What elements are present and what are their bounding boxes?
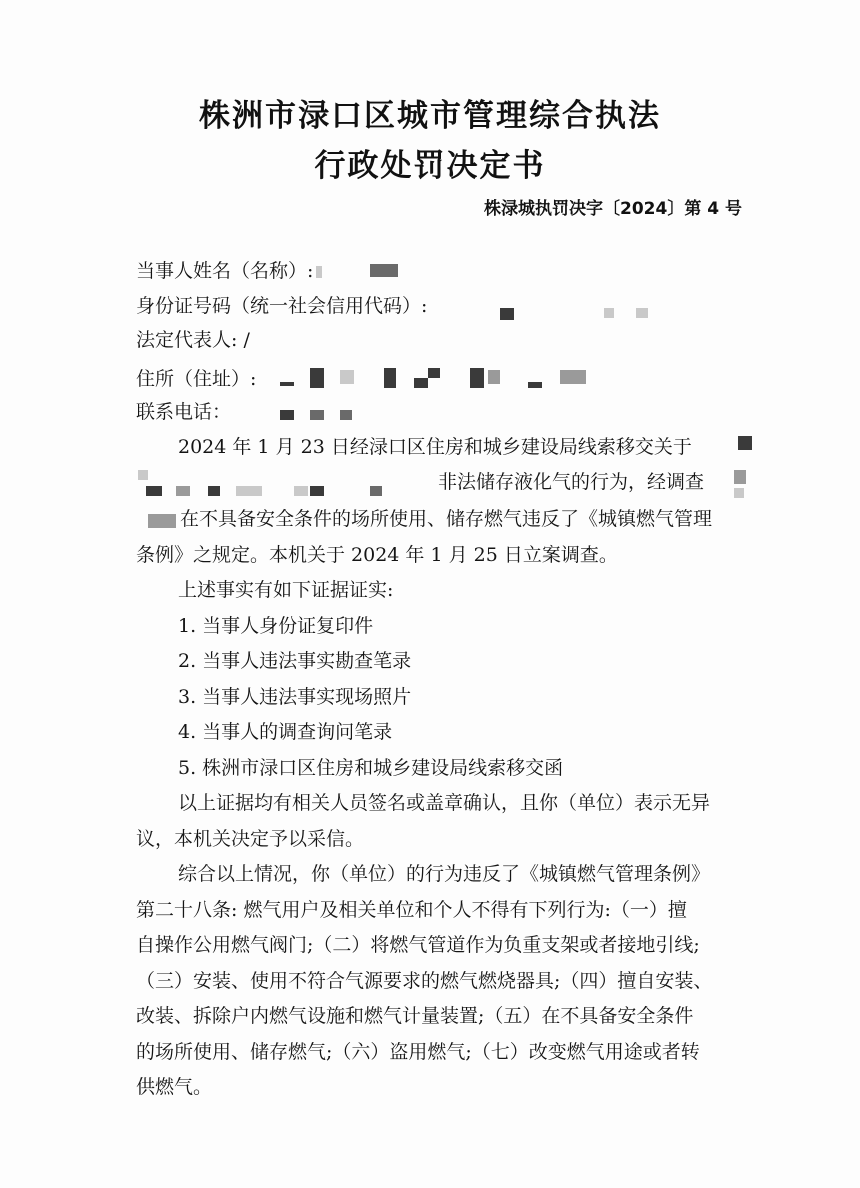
redaction-mark bbox=[146, 486, 162, 496]
redaction-mark bbox=[560, 370, 586, 384]
redaction-mark bbox=[414, 378, 428, 388]
redaction-mark bbox=[316, 266, 322, 278]
paragraph-line: 综合以上情况，你（单位）的行为违反了《城镇燃气管理条例》 bbox=[178, 863, 711, 885]
evidence-item: 1. 当事人身份证复印件 bbox=[178, 615, 374, 637]
party-id-label: 身份证号码（统一社会信用代码）: bbox=[136, 295, 428, 317]
redaction-mark bbox=[488, 370, 500, 384]
paragraph-line: 供燃气。 bbox=[136, 1076, 213, 1098]
redaction-mark bbox=[340, 370, 354, 384]
redaction-mark bbox=[500, 308, 514, 320]
evidence-item: 3. 当事人违法事实现场照片 bbox=[178, 686, 412, 708]
address-label: 住所（住址）: bbox=[136, 368, 257, 390]
paragraph-line: （三）安装、使用不符合气源要求的燃气燃烧器具;（四）擅自安装、 bbox=[136, 970, 713, 992]
paragraph-line: 在不具备安全条件的场所使用、储存燃气违反了《城镇燃气管理 bbox=[180, 508, 713, 530]
redaction-mark bbox=[528, 382, 542, 388]
paragraph-line: 以上证据均有相关人员签名或盖章确认，且你（单位）表示无异 bbox=[178, 792, 711, 814]
paragraph-line: 第二十八条: 燃气用户及相关单位和个人不得有下列行为:（一）擅 bbox=[136, 899, 687, 921]
paragraph-line: 条例》之规定。本机关于 2024 年 1 月 25 日立案调查。 bbox=[136, 544, 618, 566]
redaction-mark bbox=[734, 470, 746, 484]
party-name-label: 当事人姓名（名称）: bbox=[136, 260, 314, 282]
redaction-mark bbox=[148, 514, 176, 528]
document-title-line1: 株洲市渌口区城市管理综合执法 bbox=[199, 98, 661, 134]
redaction-mark bbox=[280, 410, 294, 420]
redaction-mark bbox=[340, 410, 352, 420]
redaction-mark bbox=[310, 410, 324, 420]
redaction-mark bbox=[310, 486, 324, 496]
redaction-mark bbox=[738, 436, 752, 450]
evidence-item: 5. 株洲市渌口区住房和城乡建设局线索移交函 bbox=[178, 757, 564, 779]
paragraph-line: 2024 年 1 月 23 日经渌口区住房和城乡建设局线索移交关于 bbox=[178, 436, 692, 458]
legal-rep-label: 法定代表人: / bbox=[136, 329, 250, 351]
evidence-item: 2. 当事人违法事实勘查笔录 bbox=[178, 650, 412, 672]
paragraph-line: 自操作公用燃气阀门;（二）将燃气管道作为负重支架或者接地引线; bbox=[136, 934, 700, 956]
redaction-mark bbox=[428, 368, 440, 378]
redaction-mark bbox=[280, 382, 294, 386]
redaction-mark bbox=[370, 486, 382, 496]
paragraph-line: 议，本机关决定予以采信。 bbox=[136, 828, 365, 850]
redaction-mark bbox=[470, 368, 484, 388]
document-number: 株渌城执罚决字〔2024〕第 4 号 bbox=[484, 199, 742, 219]
paragraph-line: 非法储存液化气的行为，经调查 bbox=[438, 471, 705, 493]
redaction-mark bbox=[370, 264, 398, 277]
redaction-mark bbox=[604, 308, 614, 318]
redaction-mark bbox=[636, 308, 648, 318]
phone-label: 联系电话： bbox=[136, 401, 232, 423]
evidence-item: 4. 当事人的调查询问笔录 bbox=[178, 721, 393, 743]
redaction-mark bbox=[208, 486, 220, 496]
redaction-mark bbox=[734, 488, 744, 498]
paragraph-line: 改装、拆除户内燃气设施和燃气计量装置;（五）在不具备安全条件 bbox=[136, 1005, 694, 1027]
redaction-mark bbox=[310, 368, 324, 388]
redaction-mark bbox=[176, 486, 190, 496]
evidence-intro: 上述事实有如下证据证实: bbox=[178, 579, 394, 601]
document-title-line2: 行政处罚决定书 bbox=[314, 148, 546, 184]
redaction-mark bbox=[138, 470, 148, 480]
redaction-mark bbox=[294, 486, 308, 496]
redaction-mark bbox=[384, 368, 396, 388]
redaction-mark bbox=[236, 486, 262, 496]
paragraph-line: 的场所使用、储存燃气;（六）盗用燃气;（七）改变燃气用途或者转 bbox=[136, 1041, 700, 1063]
